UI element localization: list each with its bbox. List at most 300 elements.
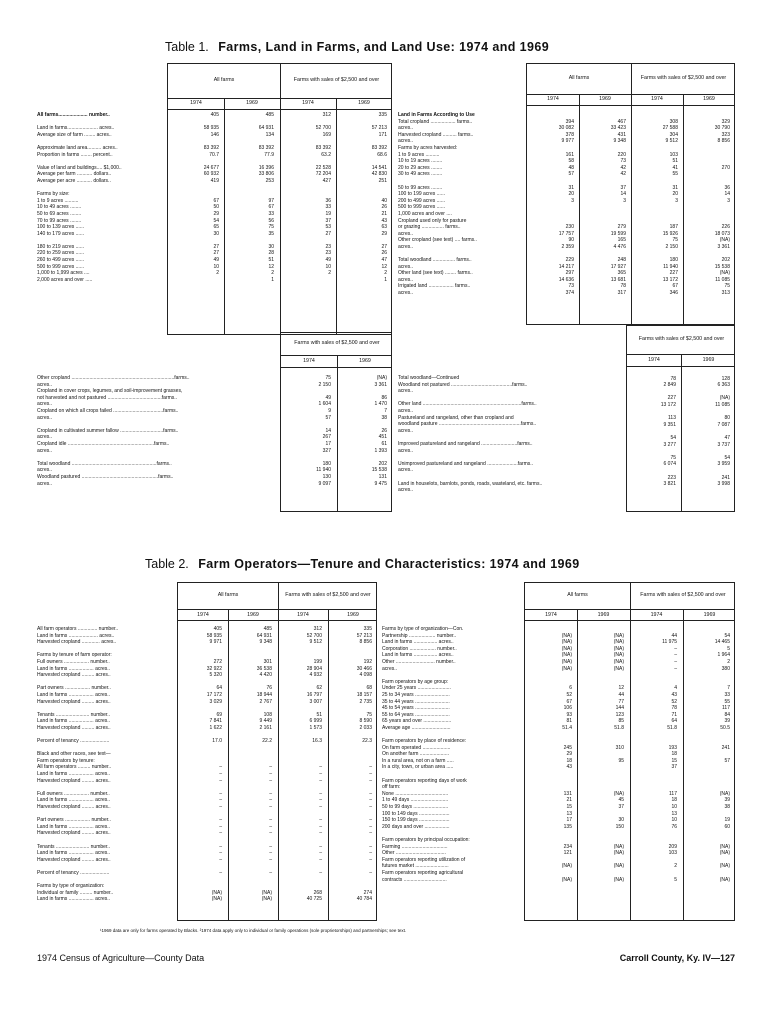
t2-right-cell: 51.4 <box>562 724 572 731</box>
t2-right-label <box>382 896 524 903</box>
t2-right-row <box>525 877 734 884</box>
t1-lower-left-rows <box>281 375 391 487</box>
t1-left-row <box>168 125 391 132</box>
t1-left-cell: 63 <box>381 224 387 231</box>
t2-right-label: Farm operators by principal occupation: <box>382 837 470 843</box>
t1-right-cell: 67 <box>672 283 678 290</box>
t2-left-label <box>37 811 177 818</box>
t2-right-label: In a rural area, not on a farm ..... <box>382 757 454 764</box>
t1-left-row <box>168 132 391 139</box>
t1-right-cell: 2 150 <box>665 243 678 250</box>
t1-right-cell: 14 217 <box>558 263 574 270</box>
t1-lower-left-row <box>281 388 391 395</box>
t2-left-label: Tenants ........................ number.. <box>37 843 111 850</box>
t1-lower-right-label: acres.. <box>398 388 414 395</box>
t1-lower-left-label: Cropland in cultivated summer fallow ...............................farms.. <box>37 427 179 434</box>
t2r-year-1974-sales: 1974 <box>650 612 663 618</box>
t1-left-cell: 16 396 <box>258 164 274 171</box>
t2-right-cell: 39 <box>724 718 730 725</box>
t1-right-cell: 3 <box>675 197 678 204</box>
t1-lower-left-cell: 267 <box>322 434 331 441</box>
t1-left-cell: 1 <box>271 276 274 283</box>
t1-lower-right-label: Pastureland and rangeland, other than cropland and <box>398 414 514 421</box>
t2-left-cell: 76 <box>266 685 272 692</box>
t2-right-row <box>525 705 734 712</box>
t1-right-cell: 58 <box>568 158 574 165</box>
t2-right-cell: 135 <box>563 823 572 830</box>
t2-left-row <box>178 784 376 791</box>
t1-lower-right-cell: 54 <box>724 454 730 461</box>
t1-left-cell: 24 677 <box>203 164 219 171</box>
t1-right-label: Harvested cropland .......... farms.. <box>398 131 474 138</box>
t1-year-1974-sales: 1974 <box>302 100 314 106</box>
t1-lower-right-label: Land in houselots, barnlots, ponds, roads, wasteland, etc. farms.. <box>398 480 543 487</box>
t2-right-cell: 18 <box>671 751 677 758</box>
t1-lower-right-label <box>398 454 626 461</box>
t2-left-cell: 58 935 <box>206 632 222 639</box>
t1r-year-1969: 1969 <box>599 96 611 102</box>
t1-lower-left-cell: 17 <box>325 440 331 447</box>
t2-left-row <box>178 738 376 745</box>
t1-lower-right-label <box>398 474 626 481</box>
t1-lower-right-cell: 6 363 <box>717 382 730 389</box>
t2-right-row <box>525 751 734 758</box>
t2-left-cell: – <box>319 869 322 876</box>
t1-left-cell: 60 932 <box>203 171 219 178</box>
t2-right-row <box>525 712 734 719</box>
t1-lower-left-row <box>281 375 391 382</box>
t2-left-labels <box>37 626 177 903</box>
t2-right-cell: 10 <box>671 804 677 811</box>
t1-left-labels <box>37 112 167 283</box>
t2-left-cell: – <box>219 771 222 778</box>
t2-right-cell: 43 <box>671 691 677 698</box>
t1-lower-right-cell: 2 849 <box>663 382 676 389</box>
t1-left-cell: 28 <box>268 250 274 257</box>
t1-right-cell: 18 073 <box>714 230 730 237</box>
t1-left-label: Average size of farm ........ acres.. <box>37 131 112 138</box>
t2-right-label <box>382 672 524 679</box>
t1-lower-right-label: acres.. <box>398 427 414 434</box>
t1-right-row <box>527 250 734 257</box>
t1-left-row <box>168 211 391 218</box>
t1-right-table <box>526 63 735 325</box>
t2-right-row <box>525 672 734 679</box>
t1-left-label: 1 to 9 acres .......... <box>37 197 79 204</box>
t1-lower-right-cell: 3 277 <box>663 441 676 448</box>
t1-right-label: Land in Farms According to Use <box>398 112 475 118</box>
t1-left-cell: 83 392 <box>258 144 274 151</box>
t1-right-label: 50 to 99 acres ........ <box>398 184 443 191</box>
t1-lower-right-row <box>627 382 734 389</box>
t1-left-cell: 335 <box>378 112 387 118</box>
t1-right-cell: 73 <box>620 158 626 165</box>
t2-left-row <box>178 699 376 706</box>
t1-right-label <box>398 250 526 257</box>
t2-right-cell: – <box>674 665 677 672</box>
t2-right-cell: 14 465 <box>714 639 730 646</box>
table2-number: Table 2. <box>145 557 189 571</box>
t1-right-cell: 365 <box>617 270 626 277</box>
t1-left-cell: 35 <box>268 230 274 237</box>
t1-right-cell: 313 <box>721 290 730 297</box>
t1-lower-right-label: Total woodland—Continued <box>398 375 460 381</box>
t2-left-cell: – <box>369 771 372 778</box>
t1-left-table <box>167 63 392 335</box>
t2-left-cell: – <box>269 764 272 771</box>
t2-right-cell: 12 <box>618 685 624 692</box>
t1-left-label: 500 to 999 acres ...... <box>37 263 84 270</box>
t1-right-cell: 14 <box>724 191 730 198</box>
t1-lower-left-cell: 1 393 <box>374 447 387 454</box>
t2-left-cell: 192 <box>363 658 372 665</box>
t1-right-row <box>527 165 734 172</box>
t1-lower-right-cell: 6 074 <box>663 461 676 468</box>
t2-right-cell: 29 <box>566 751 572 758</box>
t2-right-cell: – <box>674 658 677 665</box>
t2-right-cell: 13 <box>566 810 572 817</box>
t1-left-cell: 52 700 <box>315 125 331 132</box>
t2-left-cell: 18 157 <box>356 691 372 698</box>
t2-right-cell: 45 <box>618 797 624 804</box>
t2-left-cell: 335 <box>363 626 372 632</box>
t1-right-cell: 19 599 <box>610 230 626 237</box>
t1-right-label: 10 to 19 acres ........ <box>398 158 443 165</box>
t1-left-cell: 37 <box>325 217 331 224</box>
t1-lower-left-row <box>281 467 391 474</box>
t2-left-row <box>178 672 376 679</box>
t2-left-row <box>178 679 376 686</box>
t1-left-cell: 51 <box>268 257 274 264</box>
t2-right-cell: 106 <box>563 705 572 712</box>
t2-right-row <box>525 764 734 771</box>
t2-left-label: Harvested cropland ......... acres.. <box>37 856 111 863</box>
t2-left-label <box>37 705 177 712</box>
t2-right-row <box>525 666 734 673</box>
t1-left-label: Approximate land area.......... acres.. <box>37 144 118 151</box>
t1-left-rows <box>168 112 391 283</box>
t1-lower-right-row <box>627 481 734 488</box>
t1-lower-right-row <box>627 409 734 416</box>
t1-right-label: Total cropland .................. farms.. <box>398 118 473 125</box>
t1-right-row <box>527 211 734 218</box>
t1-left-cell: 419 <box>210 177 219 184</box>
t2-right-cell: (NA) <box>613 639 624 646</box>
t2-right-row <box>525 745 734 752</box>
t2-right-cell: 85 <box>618 718 624 725</box>
t2-right-row <box>525 811 734 818</box>
t1-left-label: 70 to 99 acres ........ <box>37 217 82 224</box>
t1-lower-right-cell: 75 <box>670 454 676 461</box>
t1-right-row <box>527 158 734 165</box>
t1-lower-left-cell: 7 <box>384 407 387 414</box>
t2-right-cell: 2 <box>727 658 730 665</box>
t1-right-row <box>527 152 734 159</box>
t1-right-cell: 31 <box>672 184 678 191</box>
t2-left-label: Part owners .................. number.. <box>37 817 111 824</box>
t2-left-cell: 22.3 <box>362 738 372 745</box>
t1-lower-right-rows <box>627 369 734 488</box>
t2-right-row <box>525 844 734 851</box>
t2-right-cell: (NA) <box>613 665 624 672</box>
t1-right-row <box>527 198 734 205</box>
t1-lower-right-row <box>627 448 734 455</box>
t1-lower-right-cell: 9 351 <box>663 421 676 428</box>
t1-left-cell: 56 <box>268 217 274 224</box>
t2-right-cell: 19 <box>724 817 730 824</box>
t2-right-cell: 33 <box>724 691 730 698</box>
t2-right-cell: 123 <box>615 711 624 718</box>
t1-right-cell: 394 <box>565 118 574 125</box>
t1-left-cell: 169 <box>322 131 331 138</box>
t1-right-cell: 431 <box>617 131 626 138</box>
t2r-year-1974: 1974 <box>545 612 557 618</box>
t2-left-cell: – <box>219 830 222 837</box>
t2-right-cell: 52 <box>671 698 677 705</box>
t2-right-cell: (NA) <box>561 632 572 639</box>
t2-left-label: All farm operators .............. number.. <box>37 626 119 632</box>
t2-right-cell: (NA) <box>561 876 572 883</box>
t2-right-cell: (NA) <box>613 876 624 883</box>
t2-left-cell: – <box>369 817 372 824</box>
t1-lower-right-row <box>627 475 734 482</box>
t2-left-cell: 9 449 <box>259 718 272 725</box>
t2-right-cell: 4 <box>674 685 677 692</box>
t2-left-label <box>37 732 177 739</box>
t1-right-cell: 9 512 <box>665 138 678 145</box>
t1-left-cell: 27 <box>213 250 219 257</box>
t1-lower-right-row <box>627 455 734 462</box>
t1-lower-right-row <box>627 376 734 383</box>
t2-left-row <box>178 797 376 804</box>
t2-left-cell: – <box>369 869 372 876</box>
t1-lower-left-row <box>281 408 391 415</box>
t2-left-label: Land in farms .................. acres.. <box>37 691 111 698</box>
t1-right-row <box>527 224 734 231</box>
t2-left-cell: – <box>219 823 222 830</box>
t2-right-cell: 117 <box>669 790 677 797</box>
t2-right-cell: 144 <box>615 705 624 712</box>
t1-right-cell: 230 <box>565 224 574 231</box>
t2-left-label: Harvested cropland ......... acres.. <box>37 804 111 811</box>
t2-right-cell: 60 <box>724 823 730 830</box>
t1-left-row <box>168 204 391 211</box>
t1-right-cell: 3 361 <box>717 243 730 250</box>
t1-right-cell: 42 <box>620 171 626 178</box>
t2-left-cell: 8 590 <box>359 718 372 725</box>
t2-right-cell: 64 <box>671 718 677 725</box>
t1-lower-left-label: acres.. <box>37 434 53 441</box>
t2-right-cell: 234 <box>563 843 572 850</box>
t1r-lower-header-sales: Farms with sales of $2,500 and over <box>638 336 725 343</box>
t2-right-row <box>525 890 734 897</box>
t2-left-row <box>178 811 376 818</box>
t2-right-cell: 37 <box>671 764 677 771</box>
t1-left-cell: 27 <box>325 230 331 237</box>
t2r-year-1969-sales: 1969 <box>703 612 716 618</box>
t1-left-label: Land in farms...................... acres.. <box>37 125 115 132</box>
t1-right-cell: 467 <box>617 118 626 125</box>
t1-right-cell: 78 <box>620 283 626 290</box>
t2-right-cell: (NA) <box>719 790 730 797</box>
t1-year-1974: 1974 <box>190 100 202 106</box>
t2-right-cell: 43 <box>566 764 572 771</box>
t2-left-row <box>178 850 376 857</box>
t2-left-cell: – <box>269 830 272 837</box>
t1-right-cell: 11 085 <box>715 276 730 283</box>
t1-left-cell: 72 204 <box>315 171 331 178</box>
t1-left-cell: 27 <box>381 243 387 250</box>
t1-lower-left-row <box>281 382 391 389</box>
t1r-lower-year-1974: 1974 <box>648 357 660 363</box>
t2-left-row <box>178 745 376 752</box>
t1-lower-left-row <box>281 395 391 402</box>
t2-left-cell: – <box>369 764 372 771</box>
t1-right-cell: 180 <box>669 257 678 264</box>
t2-left-label: Harvested cropland ......... acres.. <box>37 724 111 731</box>
t2-right-cell: 5 <box>674 876 677 883</box>
t2-left-label: Full owners .................. number.. <box>37 790 110 797</box>
t2-left-label: Percent of tenancy ..................... <box>37 738 110 745</box>
t2-right-label: 150 to 199 days ...................... <box>382 817 450 824</box>
t1-left-cell: 83 392 <box>315 144 331 151</box>
t2-left-cell: – <box>319 850 322 857</box>
t1-right-cell: 30 082 <box>558 125 574 132</box>
t1-right-cell: 51 <box>672 158 678 165</box>
t1-lower-right-label: acres.. <box>398 447 414 454</box>
t2-right-cell: 21 <box>566 797 572 804</box>
t1-left-cell: 171 <box>378 131 387 138</box>
t1-right-cell: 55 <box>672 171 678 178</box>
t1-right-cell: 329 <box>721 118 730 125</box>
t1-left-row <box>168 224 391 231</box>
t2-right-cell: 131 <box>563 790 572 797</box>
t2-left-row <box>178 883 376 890</box>
t2-left-cell: – <box>269 790 272 797</box>
t2-left-cell: 485 <box>263 626 272 632</box>
t2-right-cell: 245 <box>563 744 572 751</box>
t1r-year-1974-sales: 1974 <box>651 96 663 102</box>
t2-left-cell: 405 <box>213 626 222 632</box>
t1-lower-left-cell: 9 475 <box>374 480 387 487</box>
t1-right-label: acres.. <box>398 243 414 250</box>
t1-left-row <box>168 244 391 251</box>
t2-right-label: On farm operated .................... <box>382 744 451 751</box>
t1-right-row <box>527 237 734 244</box>
t2-left-cell: 7 841 <box>209 718 222 725</box>
t2-right-cell: 241 <box>721 744 730 751</box>
t1-lower-year-1969: 1969 <box>359 358 371 364</box>
t1-lower-right-row <box>627 461 734 468</box>
t2-left-cell: – <box>369 830 372 837</box>
t1-right-label: 20 to 29 acres ........ <box>398 164 443 171</box>
t1-left-cell: 30 <box>213 230 219 237</box>
t1-year-1969: 1969 <box>246 100 258 106</box>
t1-left-cell: 33 806 <box>258 171 274 178</box>
t2-left-cell: 268 <box>313 889 322 896</box>
t1-left-row <box>168 257 391 264</box>
t1-lower-right-labels <box>398 375 626 494</box>
t2-left-cell: – <box>369 777 372 784</box>
t1-left-row <box>168 270 391 277</box>
t2-left-label <box>37 877 177 884</box>
t2-left-cell: 2 735 <box>359 698 372 705</box>
t1-lower-left-cell: 131 <box>378 473 387 480</box>
t2-right-cell: (NA) <box>561 645 572 652</box>
t2-left-cell: 108 <box>263 711 272 718</box>
t1-left-row <box>168 231 391 238</box>
t2-left-row <box>178 692 376 699</box>
t1-lower-left-row <box>281 434 391 441</box>
t1-left-cell: 30 <box>268 243 274 250</box>
t2-right-row <box>525 784 734 791</box>
t1-right-cell: 41 <box>672 164 678 171</box>
t2-right-label: Farm operators reporting days of work <box>382 777 467 784</box>
t1-right-cell: 31 <box>568 184 574 191</box>
t1-lower-right-row <box>627 435 734 442</box>
t2-right-cell: 81 <box>566 718 572 725</box>
t1-lower-left-label: not harvested and not pastured .......................................farms.. <box>37 394 178 401</box>
t1-left-cell: 134 <box>265 131 274 138</box>
t2-left-row <box>178 666 376 673</box>
t2-left-cell: – <box>269 856 272 863</box>
t2-right-label: Partnership ................... number.. <box>382 632 457 639</box>
t1-right-row <box>527 119 734 126</box>
t1-left-cell: 251 <box>378 177 387 184</box>
t1-lower-right-table <box>626 325 735 512</box>
t2-right-label: 1 to 49 days ........................... <box>382 797 449 804</box>
t2-right-cell: 50.5 <box>720 724 730 731</box>
t1-left-label: 100 to 139 acres ...... <box>37 224 84 231</box>
t1-lower-left-label <box>37 421 280 428</box>
t1-left-cell: 53 <box>325 224 331 231</box>
t2-right-cell: (NA) <box>613 863 624 870</box>
t2-right-row <box>525 778 734 785</box>
t2-left-label <box>37 646 177 653</box>
t1-lower-right-label <box>398 395 626 402</box>
t2-left-cell: 5 320 <box>209 672 222 679</box>
t1-lower-left-cell: 57 <box>325 414 331 421</box>
t1-left-cell: 29 <box>381 230 387 237</box>
t1-right-row <box>527 270 734 277</box>
t2-left-cell: 64 <box>216 685 222 692</box>
t2-right-label: Farm operators by place of residence: <box>382 738 467 745</box>
t1-left-label <box>37 237 167 244</box>
t1-lower-left-label: Cropland idle ..............................................................farms.. <box>37 440 170 447</box>
t2-year-1974-sales: 1974 <box>297 612 309 618</box>
t1-right-cell: 304 <box>669 131 678 138</box>
t1-left-label <box>37 185 167 192</box>
t1-lower-right-row <box>627 468 734 475</box>
t1-right-label: Farms by acres harvested: <box>398 144 458 151</box>
t1-right-cell: 4 476 <box>613 243 626 250</box>
t1-lower-right-row <box>627 389 734 396</box>
t1-lower-right-cell: 80 <box>724 415 730 422</box>
t2-right-row <box>525 725 734 732</box>
t2-year-1974: 1974 <box>197 612 209 618</box>
t1-left-label: 180 to 219 acres ...... <box>37 243 84 250</box>
t1-right-row <box>527 125 734 132</box>
t1-lower-right-cell: (NA) <box>719 395 730 402</box>
t2-left-cell: 51 <box>316 711 322 718</box>
t2-right-label: 45 to 54 years ......................... <box>382 705 450 712</box>
t1-left-cell: 12 <box>381 263 387 270</box>
t2-right-label: On another farm ..................... <box>382 751 449 758</box>
t2-left-row <box>178 778 376 785</box>
t2-left-cell: – <box>269 869 272 876</box>
t2-right-label: Farming ................................. <box>382 843 448 850</box>
t2-right-label: Corporation ................... number.. <box>382 645 457 652</box>
